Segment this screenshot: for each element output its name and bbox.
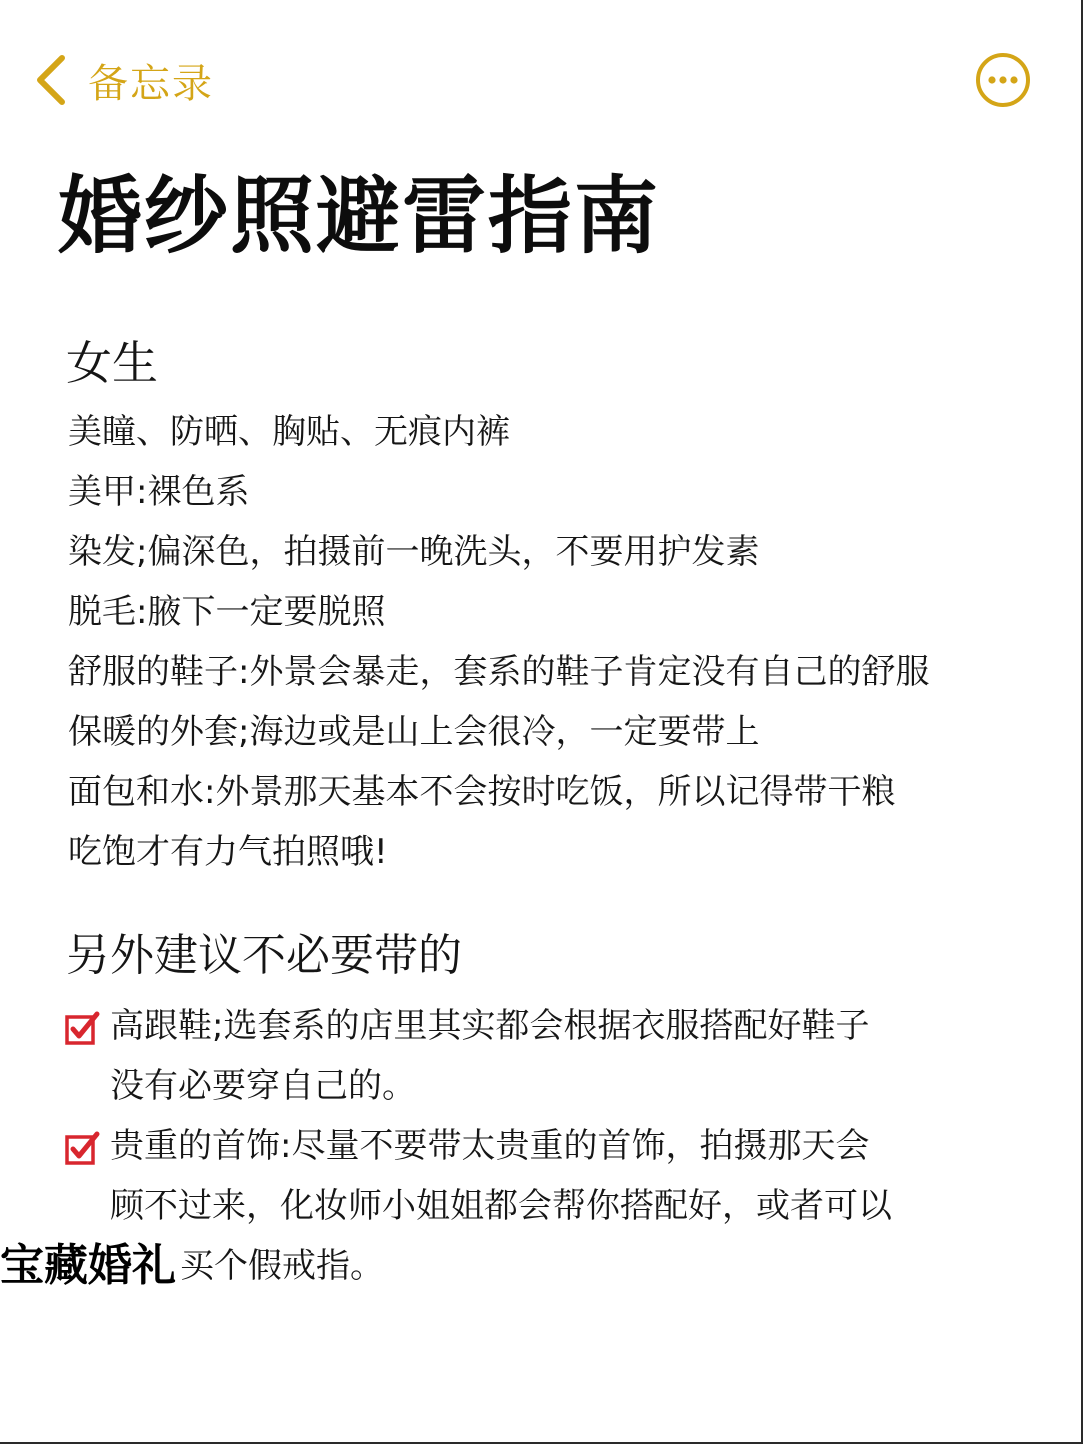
check-item-line: 买个假戒指。 — [180, 1246, 384, 1286]
list-item: 面包和水:外景那天基本不会按时吃饭，所以记得带干粮 — [68, 772, 896, 812]
list-item: 吃饱才有力气拍照哦! — [68, 832, 388, 872]
more-horizontal-icon — [975, 52, 1031, 108]
list-item: 染发;偏深色，拍摄前一晚洗头，不要用护发素 — [68, 532, 760, 572]
chevron-left-icon — [34, 54, 68, 106]
list-item: 美瞳、防晒、胸贴、无痕内裤 — [68, 412, 510, 452]
checkbox-checked-icon[interactable] — [64, 1010, 100, 1046]
note-title: 婚纱照避雷指南 — [58, 167, 661, 265]
list-item: 保暖的外套;海边或是山上会很冷，一定要带上 — [68, 712, 760, 752]
list-item: 舒服的鞋子:外景会暴走，套系的鞋子肯定没有自己的舒服 — [68, 652, 930, 692]
section-heading-not-needed: 另外建议不必要带的 — [66, 930, 462, 981]
check-item-line: 顾不过来，化妆师小姐姐都会帮你搭配好，或者可以 — [110, 1186, 892, 1226]
back-label: 备忘录 — [88, 60, 214, 107]
checkbox-checked-icon[interactable] — [64, 1130, 100, 1166]
navigation-bar — [0, 0, 1083, 140]
back-button[interactable] — [34, 48, 214, 112]
watermark: 宝藏婚礼 — [0, 1240, 176, 1291]
more-options-button[interactable] — [975, 52, 1031, 108]
check-item-line: 贵重的首饰:尽量不要带太贵重的首饰，拍摄那天会 — [110, 1126, 870, 1166]
check-item-line: 没有必要穿自己的。 — [110, 1066, 416, 1106]
section-heading-women: 女生 — [66, 336, 158, 390]
list-item: 美甲:裸色系 — [68, 472, 250, 512]
check-item-line: 高跟鞋;选套系的店里其实都会根据衣服搭配好鞋子 — [110, 1006, 870, 1046]
list-item: 脱毛:腋下一定要脱照 — [68, 592, 386, 632]
